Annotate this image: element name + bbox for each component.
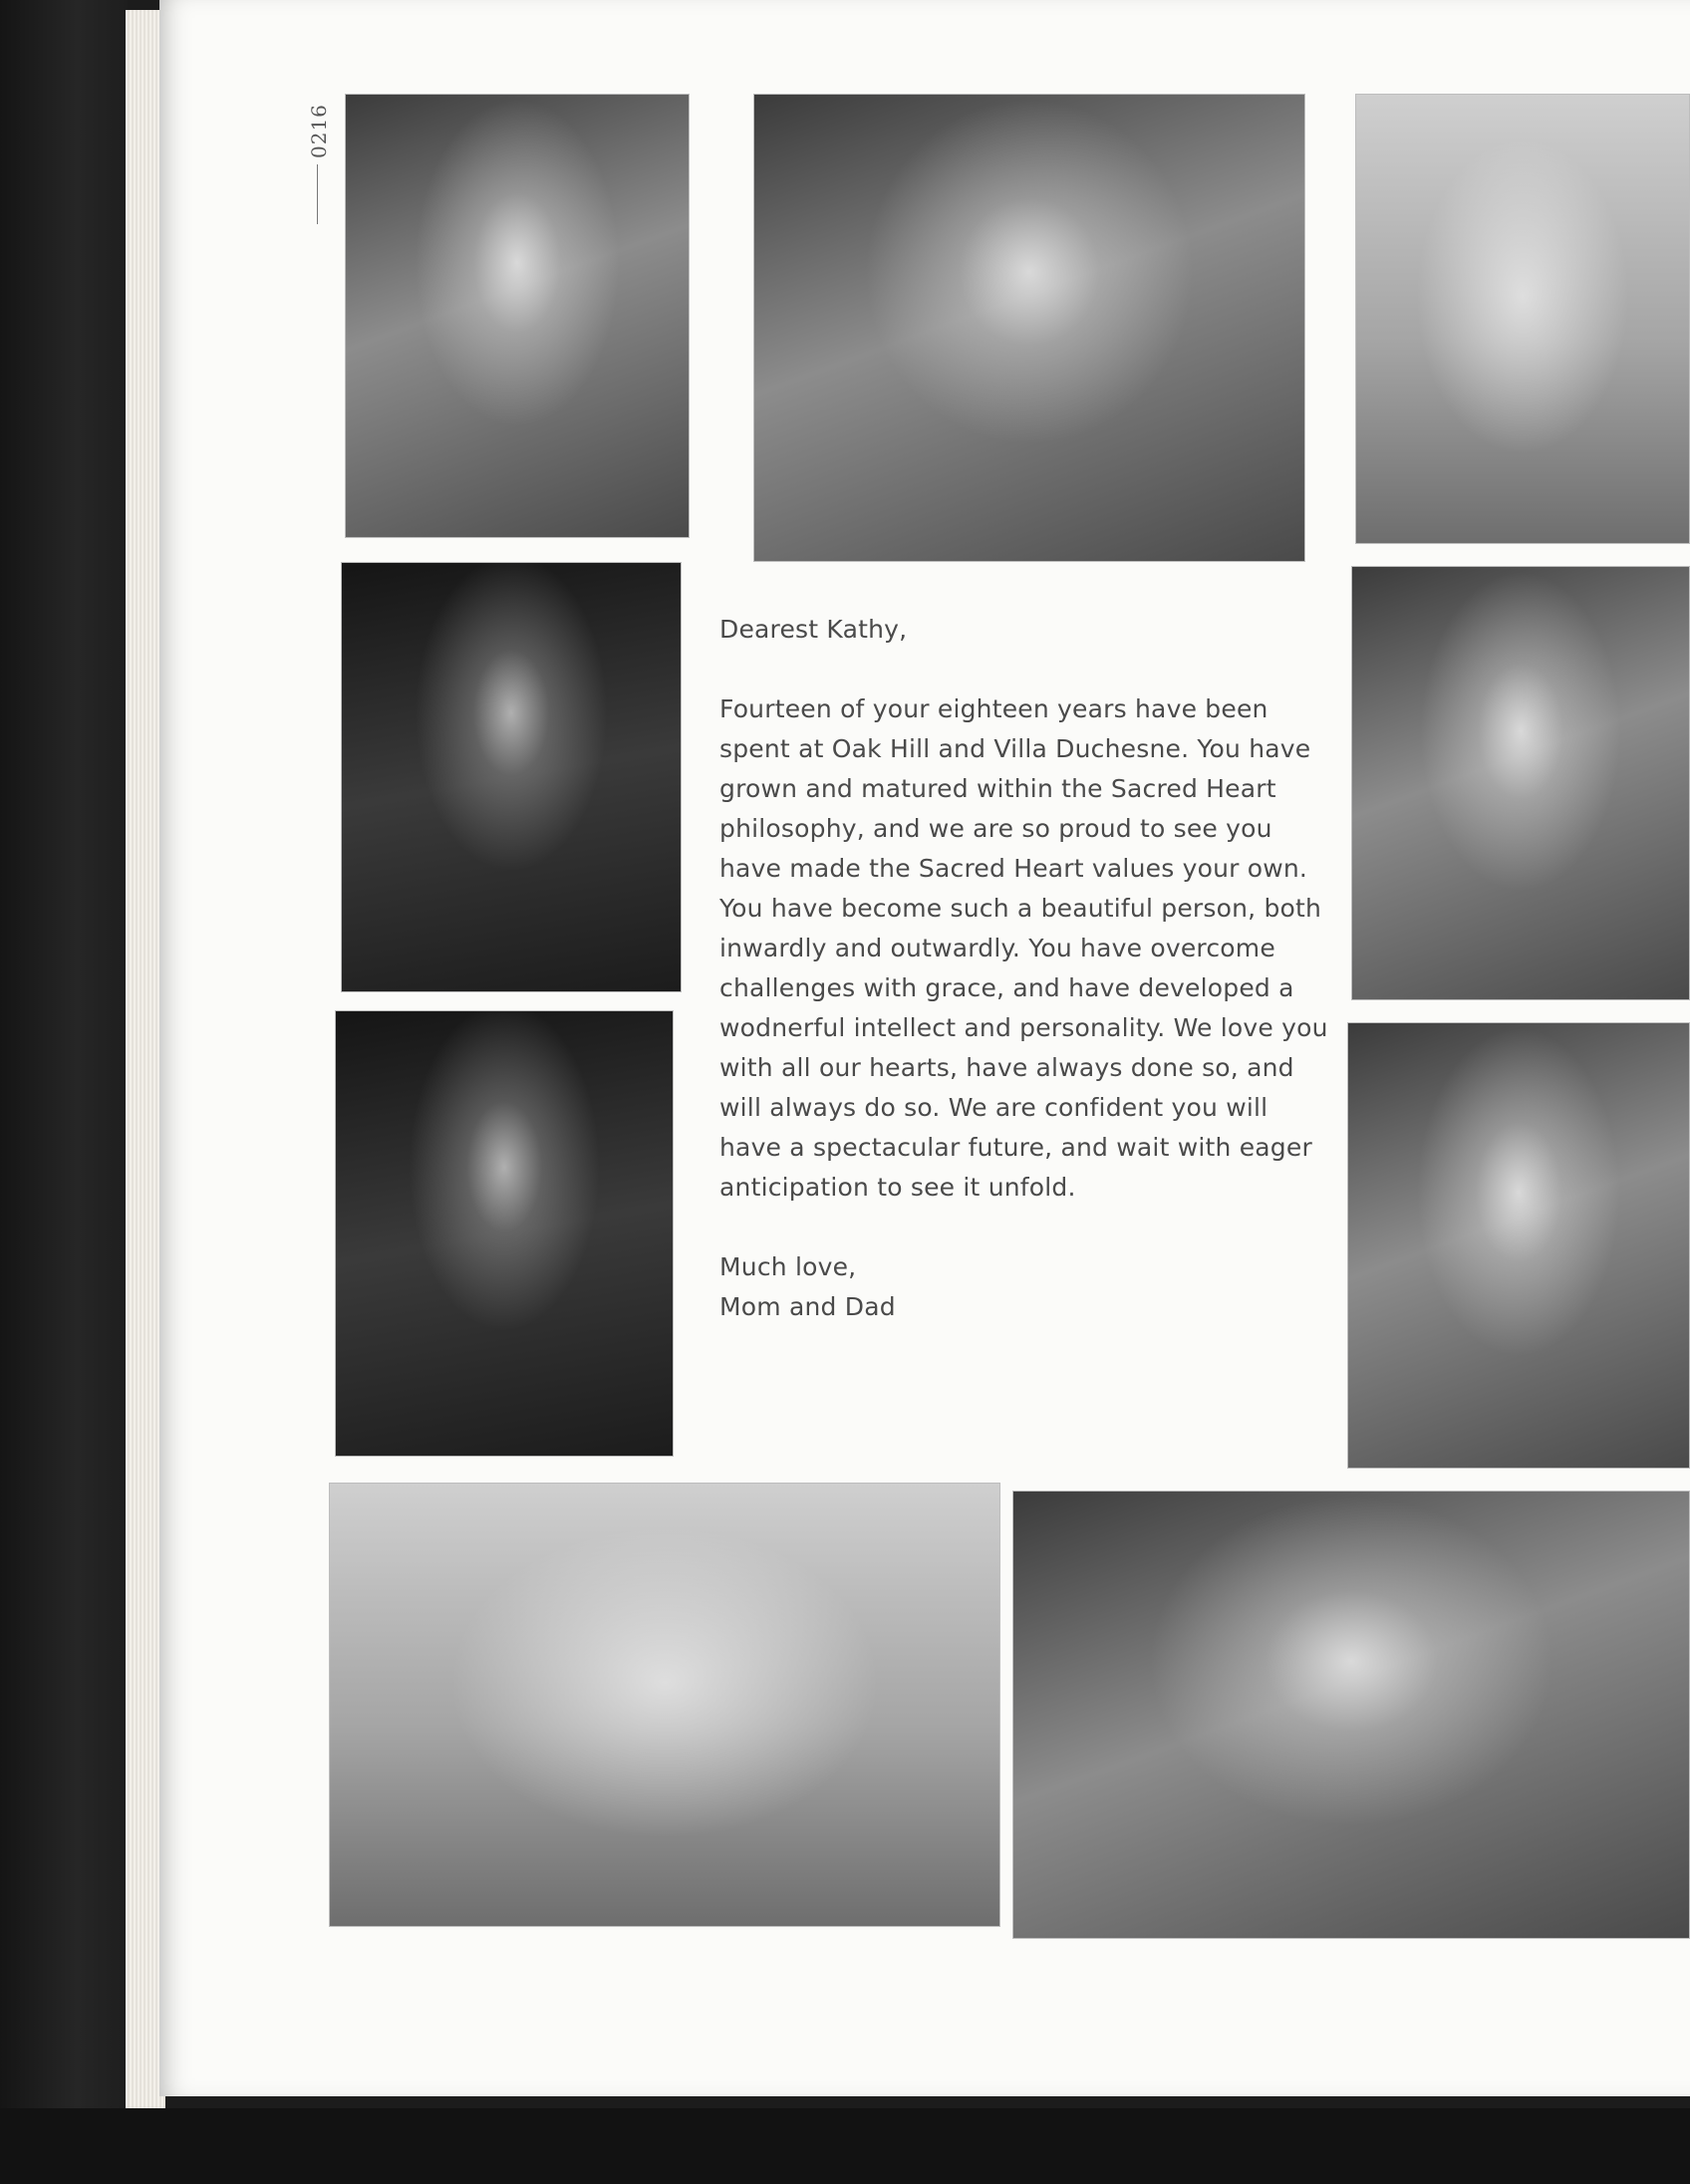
book-cover-bottom xyxy=(0,2108,1690,2184)
letter-body: Fourteen of your eighteen years have been spent at Oak Hill and Villa Duchesne. You have grown and matured within the Sacred Heart philosophy, and we are so proud to see you have made the Sacred Heart values your own. You have become such a beautiful person, both inwardly and outwardly. You have overcome challenges with grace, and have developed a wodnerful intellect and personality. We love you with all our hearts, have always done so, and will always do so. We are confident you will have a spectacular future, and wait with eager anticipation to see it unfold. xyxy=(719,694,1328,1202)
letter-signature: Mom and Dad xyxy=(719,1292,896,1321)
letter xyxy=(719,610,1337,1327)
photo-father-daughter-dance xyxy=(335,1010,674,1457)
page-number: 0216 xyxy=(307,104,331,159)
book-cover-left xyxy=(0,0,128,2184)
photo-children-in-costumes xyxy=(753,94,1305,562)
photo-girl-in-easter-dress xyxy=(1355,94,1690,544)
photo-baby-in-cabinet xyxy=(345,94,690,538)
photo-girl-with-ducks xyxy=(1347,1022,1690,1469)
letter-greeting: Dearest Kathy, xyxy=(719,615,908,644)
photo-girl-with-doll-by-tree xyxy=(341,562,682,992)
photo-family-by-christmas-tree xyxy=(1012,1491,1690,1939)
photo-three-siblings xyxy=(329,1483,1000,1927)
photo-girl-holding-dog xyxy=(1351,566,1690,1000)
letter-closing: Much love, xyxy=(719,1252,857,1281)
page-number-rule xyxy=(317,164,318,224)
